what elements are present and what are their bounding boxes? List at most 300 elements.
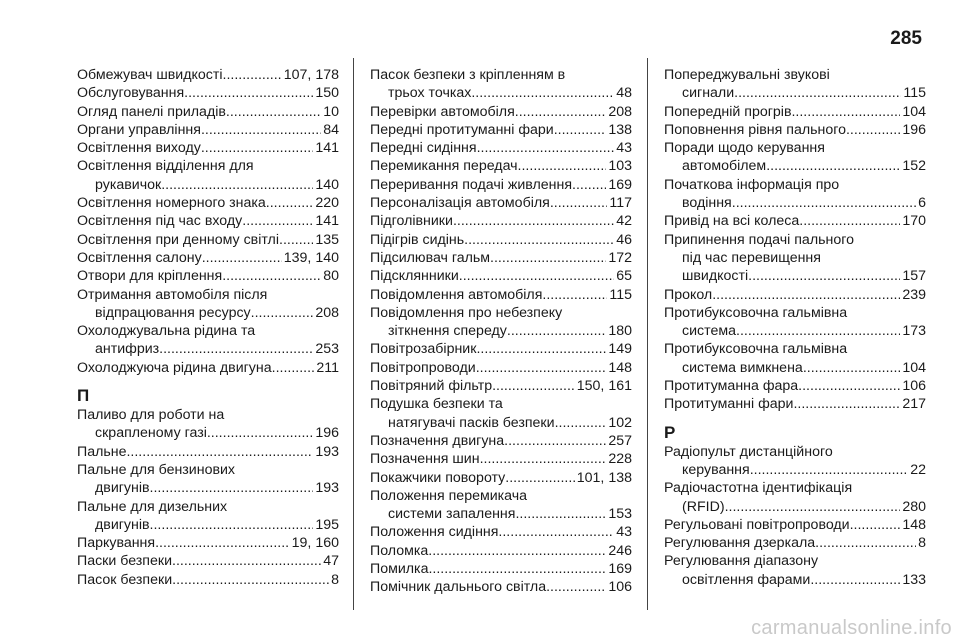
leader-dots — [750, 461, 909, 479]
index-page-ref: 246 — [608, 542, 632, 559]
leader-dots — [476, 340, 606, 358]
index-term: Отвори для кріплення — [77, 268, 223, 285]
leader-dots — [201, 139, 314, 157]
index-term: Перемикання передач — [370, 158, 518, 175]
index-section-letter: Р — [664, 422, 676, 442]
index-term: Положення сидіння — [370, 524, 499, 541]
index-term: Освітлення виходу — [77, 140, 201, 157]
index-entry — [77, 406, 339, 443]
index-page-ref: 133 — [902, 571, 926, 588]
index-entry-line — [664, 121, 926, 139]
index-entry — [664, 103, 926, 121]
index-entry-line — [664, 534, 926, 552]
index-entry-line — [664, 322, 926, 340]
index-entry — [77, 139, 339, 157]
index-term: Пальне для бензинових — [77, 461, 236, 478]
index-entry-line — [77, 552, 339, 570]
leader-dots — [725, 498, 901, 516]
index-page-ref: 80 — [323, 268, 339, 285]
index-entry — [664, 176, 926, 213]
index-entry — [664, 66, 926, 103]
index-entry-line — [370, 560, 632, 578]
index-section-letter: П — [77, 386, 90, 406]
leader-dots — [459, 267, 614, 285]
index-page-ref: 84 — [323, 121, 339, 138]
index-page-ref: 239 — [902, 286, 926, 303]
index-term: Охолоджувальна рідина та — [77, 323, 256, 340]
index-entry-line — [370, 359, 632, 377]
index-term: Попереджувальні звукові — [664, 67, 830, 83]
index-page-ref: 196 — [315, 425, 339, 442]
index-entry-line — [664, 571, 926, 589]
leader-dots — [161, 176, 313, 194]
leader-dots — [222, 267, 321, 285]
leader-dots — [266, 194, 314, 212]
index-entry — [664, 231, 926, 286]
index-page-ref: 157 — [902, 268, 926, 285]
index-term: Освітлення при денному світлі — [77, 231, 279, 248]
index-entry — [77, 66, 339, 84]
index-term: система вимкнена — [682, 359, 803, 376]
index-page-ref: 22 — [910, 461, 926, 478]
index-term: система — [682, 323, 736, 340]
index-term: Покажчики повороту — [370, 469, 506, 486]
index-entry-line — [370, 340, 632, 358]
index-page-ref: 43 — [616, 524, 632, 541]
leader-dots — [126, 443, 313, 461]
index-entry-line — [370, 212, 632, 230]
index-page-ref: 220 — [315, 195, 339, 212]
leader-dots — [748, 267, 900, 285]
index-term: зіткнення спереду — [388, 323, 507, 340]
index-entry — [77, 103, 339, 121]
index-term: Підігрів сидінь — [370, 231, 465, 248]
index-term: сигнали — [682, 85, 735, 102]
index-entry-line — [370, 377, 632, 395]
leader-dots — [515, 103, 607, 121]
index-term: Пасок безпеки — [77, 571, 173, 588]
leader-dots — [201, 121, 321, 139]
index-page-ref: 8 — [331, 571, 339, 588]
index-entry — [664, 139, 926, 176]
index-entry — [370, 395, 632, 432]
leader-dots — [518, 157, 607, 175]
index-entry-line — [77, 66, 339, 84]
index-term: Радіочастотна ідентифікація — [664, 480, 853, 497]
index-term: швидкості — [682, 268, 749, 285]
index-entry-line — [370, 322, 632, 340]
index-page-ref: 8 — [918, 535, 926, 552]
index-term: Підсклянники — [370, 268, 459, 285]
index-page-ref: 19, 160 — [291, 535, 339, 552]
leader-dots — [477, 139, 615, 157]
index-entry-line — [370, 84, 632, 102]
leader-dots — [150, 516, 314, 534]
index-entry — [77, 498, 339, 535]
index-entry-line — [664, 66, 926, 84]
leader-dots — [476, 359, 607, 377]
index-term: Поломка — [370, 542, 429, 559]
index-term: Обслуговування — [77, 85, 185, 102]
leader-dots — [734, 84, 901, 102]
index-page-ref: 228 — [608, 451, 632, 468]
index-entry-line — [77, 516, 339, 534]
index-entry — [370, 157, 632, 175]
index-entry-line — [370, 66, 632, 84]
index-entry-line — [370, 157, 632, 175]
index-page-ref: 217 — [902, 396, 926, 413]
index-entry-line — [664, 552, 926, 570]
index-entry — [664, 121, 926, 139]
leader-dots — [492, 377, 575, 395]
index-term: Припинення подачі пального — [664, 231, 854, 248]
index-entry — [77, 157, 339, 194]
index-page-ref: 107, 178 — [283, 67, 339, 83]
index-entry — [370, 286, 632, 304]
index-page-ref: 150, 161 — [576, 378, 632, 395]
index-entry-line — [664, 103, 926, 121]
index-term: Охолоджуюча рідина двигуна — [77, 359, 272, 376]
index-page-ref: 104 — [902, 359, 926, 376]
index-page-ref: 148 — [902, 516, 926, 533]
index-page-ref: 173 — [902, 323, 926, 340]
index-term: водіння — [682, 195, 732, 212]
index-entry-line — [77, 267, 339, 285]
index-entry — [77, 267, 339, 285]
index-page-ref: 10 — [323, 103, 339, 120]
index-page-ref: 46 — [616, 231, 632, 248]
index-entry — [77, 249, 339, 267]
index-term: Пальне для дизельних — [77, 498, 228, 515]
index-term: Передні сидіння — [370, 140, 477, 157]
index-page-ref: 115 — [903, 85, 926, 102]
index-term: Регулювання діапазону — [664, 553, 819, 570]
index-term: Регулювання дзеркала — [664, 535, 816, 552]
index-entry-line — [370, 505, 632, 523]
index-term: Пальне — [77, 443, 127, 460]
index-entry — [370, 176, 632, 194]
index-page-ref: 138 — [608, 121, 632, 138]
index-entry-line — [664, 304, 926, 322]
index-term: Освітлення під час входу — [77, 213, 243, 230]
index-entry-line — [664, 359, 926, 377]
leader-dots — [498, 523, 614, 541]
index-entry-line — [370, 414, 632, 432]
leader-dots — [810, 571, 900, 589]
index-page-ref: 193 — [315, 480, 339, 497]
index-entry-line — [370, 523, 632, 541]
index-entry — [77, 461, 339, 498]
index-page-ref: 196 — [902, 121, 926, 138]
index-entry-line — [77, 534, 339, 552]
index-page-ref: 104 — [902, 103, 926, 120]
index-entry — [664, 340, 926, 377]
index-entry — [370, 523, 632, 541]
index-entry — [370, 487, 632, 524]
index-entry-line — [370, 103, 632, 121]
index-entry — [77, 534, 339, 552]
leader-dots — [555, 414, 607, 432]
index-entry-line — [664, 194, 926, 212]
leader-dots — [150, 479, 314, 497]
index-column-3 — [664, 66, 926, 589]
leader-dots — [428, 542, 606, 560]
index-entry-line — [370, 121, 632, 139]
index-page-ref: 193 — [315, 443, 339, 460]
index-term: Переривання подачі живлення — [370, 176, 572, 193]
leader-dots — [207, 424, 313, 442]
index-entry-line — [77, 406, 339, 424]
index-entry — [77, 231, 339, 249]
index-page-ref: 103 — [608, 158, 632, 175]
index-entry-line — [77, 498, 339, 516]
leader-dots — [202, 249, 282, 267]
leader-dots — [736, 322, 900, 340]
index-page-ref: 169 — [608, 561, 632, 578]
index-entry-line — [77, 194, 339, 212]
leader-dots — [464, 231, 614, 249]
index-term: Підсилювач гальм — [370, 249, 491, 266]
index-page-ref: 153 — [608, 506, 632, 523]
index-entry — [370, 578, 632, 596]
index-term: антифриз — [95, 341, 160, 358]
leader-dots — [428, 560, 606, 578]
index-entry — [370, 377, 632, 395]
index-entry-line — [370, 542, 632, 560]
index-entry-line — [77, 84, 339, 102]
watermark: carmanualsonline.info — [751, 617, 952, 639]
index-term: Підголівники — [370, 213, 453, 230]
index-page-ref: 117 — [609, 195, 632, 212]
index-page-ref: 172 — [608, 249, 632, 266]
leader-dots — [803, 359, 901, 377]
column-divider — [353, 58, 354, 610]
index-term: Попередній прогрів — [664, 103, 792, 120]
index-term: Повітрозабірник — [370, 341, 477, 358]
index-page-ref: 141 — [315, 213, 339, 230]
index-term: відпрацювання ресурсу — [95, 304, 251, 321]
index-entry-line — [664, 176, 926, 194]
index-term: Паски безпеки — [77, 553, 173, 570]
leader-dots — [732, 194, 916, 212]
index-term: Подушка безпеки та — [370, 396, 503, 413]
leader-dots — [504, 432, 606, 450]
index-entry-line — [77, 443, 339, 461]
index-page-ref: 102 — [608, 414, 632, 431]
index-entry — [77, 212, 339, 230]
index-entry-line — [77, 359, 339, 377]
index-entry — [77, 571, 339, 589]
index-page-ref: 106 — [902, 378, 926, 395]
index-page-ref: 43 — [616, 140, 632, 157]
index-page-ref: 140 — [315, 176, 339, 193]
index-entry-line — [664, 516, 926, 534]
index-term: Прокол — [664, 286, 713, 303]
index-entry-line — [664, 267, 926, 285]
index-term: (RFID) — [682, 498, 725, 515]
index-entry — [664, 516, 926, 534]
index-term: освітлення фарами — [682, 571, 811, 588]
index-term: Помічник дальнього світла — [370, 579, 547, 596]
index-entry-line — [77, 121, 339, 139]
index-entry — [664, 443, 926, 480]
index-entry-line — [664, 139, 926, 157]
index-entry — [77, 194, 339, 212]
index-entry — [370, 304, 632, 341]
index-term: скрапленому газі — [95, 425, 207, 442]
leader-dots — [223, 66, 282, 84]
index-entry-line — [370, 139, 632, 157]
index-entry-line — [370, 578, 632, 596]
leader-dots — [172, 552, 321, 570]
index-entry — [370, 432, 632, 450]
index-page-ref: 208 — [315, 304, 339, 321]
index-entry-line — [664, 340, 926, 358]
index-term: Повідомлення автомобіля — [370, 286, 543, 303]
leader-dots — [507, 322, 606, 340]
leader-dots — [554, 121, 607, 139]
leader-dots — [184, 84, 313, 102]
index-entry — [370, 249, 632, 267]
index-entry-line — [370, 176, 632, 194]
index-entry — [370, 542, 632, 560]
index-entry-line — [370, 304, 632, 322]
leader-dots — [172, 571, 329, 589]
index-entry — [77, 286, 339, 323]
index-entry-line — [77, 461, 339, 479]
index-page-ref: 280 — [902, 498, 926, 515]
index-entry-line — [664, 443, 926, 461]
index-term: Освітлення номерного знака — [77, 195, 266, 212]
index-entry-line — [77, 212, 339, 230]
index-entry-line — [370, 450, 632, 468]
leader-dots — [542, 286, 607, 304]
index-page-ref: 48 — [616, 85, 632, 102]
leader-dots — [242, 212, 313, 230]
index-entry — [370, 194, 632, 212]
index-page-ref: 211 — [316, 359, 339, 376]
index-entry — [664, 395, 926, 413]
index-term: Паркування — [77, 535, 156, 552]
index-entry — [370, 231, 632, 249]
index-page-ref: 170 — [902, 213, 926, 230]
index-entry — [664, 552, 926, 589]
index-term: Освітлення відділення для — [77, 158, 254, 175]
index-term: двигунів — [95, 480, 150, 497]
index-entry-line — [664, 498, 926, 516]
index-entry — [664, 479, 926, 516]
index-term: системи запалення — [388, 506, 516, 523]
index-page-ref: 152 — [902, 158, 926, 175]
index-entry-line — [77, 322, 339, 340]
index-entry — [77, 121, 339, 139]
index-page-ref: 139, 140 — [283, 249, 339, 266]
leader-dots — [251, 304, 314, 322]
index-entry — [370, 267, 632, 285]
index-page-ref: 135 — [315, 231, 339, 248]
page-number: 285 — [890, 28, 922, 49]
index-page-ref: 115 — [609, 286, 632, 303]
index-term: Освітлення салону — [77, 249, 202, 266]
leader-dots — [550, 194, 608, 212]
index-entry — [370, 103, 632, 121]
index-entry — [370, 66, 632, 103]
index-term: Повідомлення про небезпеку — [370, 304, 563, 321]
index-entry-line — [77, 103, 339, 121]
index-term: Органи управління — [77, 121, 201, 138]
index-page-ref: 47 — [323, 553, 339, 570]
leader-dots — [572, 176, 606, 194]
index-entry-line — [77, 157, 339, 175]
leader-dots — [490, 249, 606, 267]
index-entry — [77, 552, 339, 570]
index-term: Передні протитуманні фари — [370, 121, 554, 138]
index-entry-line — [370, 286, 632, 304]
leader-dots — [846, 121, 900, 139]
index-term: трьох точках — [388, 85, 472, 102]
index-entry-line — [370, 395, 632, 413]
index-entry-line — [77, 571, 339, 589]
index-column-2 — [370, 66, 632, 597]
index-entry-line — [370, 432, 632, 450]
index-term: натягувачі пасків безпеки — [388, 414, 555, 431]
index-term: Позначення двигуна — [370, 432, 505, 449]
index-page-ref: 180 — [608, 323, 632, 340]
index-page-ref: 42 — [616, 213, 632, 230]
index-entry — [77, 322, 339, 359]
index-entry-line — [370, 231, 632, 249]
leader-dots — [480, 450, 607, 468]
leader-dots — [766, 157, 900, 175]
index-term: Протитуманні фари — [664, 396, 794, 413]
index-page-ref: 6 — [918, 195, 926, 212]
index-term: двигунів — [95, 516, 150, 533]
leader-dots — [791, 103, 900, 121]
index-entry — [664, 534, 926, 552]
index-entry — [664, 286, 926, 304]
index-term: Привід на всі колеса — [664, 213, 800, 230]
index-entry-line — [664, 84, 926, 102]
index-term: Поповнення рівня пального — [664, 121, 846, 138]
index-entry — [370, 359, 632, 377]
index-page-ref: 150 — [315, 85, 339, 102]
index-entry-line — [664, 286, 926, 304]
leader-dots — [505, 469, 574, 487]
index-entry — [370, 560, 632, 578]
index-page-ref: 253 — [315, 341, 339, 358]
leader-dots — [793, 395, 900, 413]
leader-dots — [515, 505, 606, 523]
index-page-ref: 169 — [608, 176, 632, 193]
index-page-ref: 148 — [608, 359, 632, 376]
index-term: Помилка — [370, 561, 429, 578]
index-term: під час перевищення — [682, 249, 821, 266]
index-entry-line — [77, 340, 339, 358]
index-entry-line — [77, 249, 339, 267]
leader-dots — [799, 212, 900, 230]
index-page-ref: 208 — [608, 103, 632, 120]
index-term: Положення перемикача — [370, 487, 528, 504]
index-entry-line — [77, 304, 339, 322]
index-column-1 — [77, 66, 339, 589]
index-page-ref: 257 — [608, 432, 632, 449]
index-entry-line — [664, 461, 926, 479]
index-page-ref: 195 — [315, 516, 339, 533]
index-entry-line — [370, 469, 632, 487]
index-entry-line — [370, 249, 632, 267]
index-page-ref: 106 — [608, 579, 632, 596]
index-entry-line — [664, 212, 926, 230]
